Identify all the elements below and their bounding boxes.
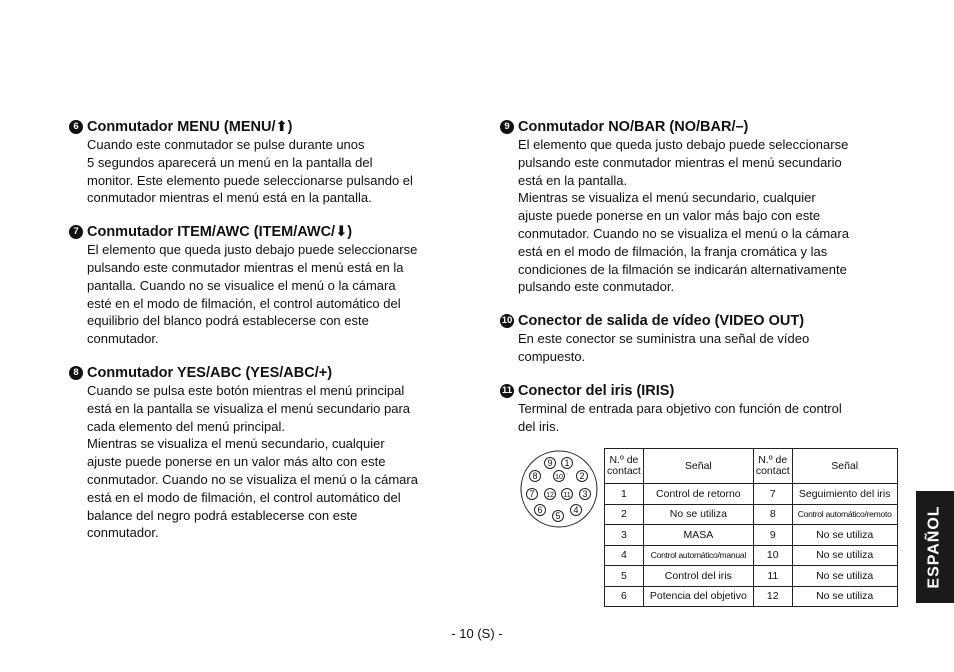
text-line: pulsando este conmutador mientras el menú secundario (518, 154, 842, 170)
svg-text:11: 11 (563, 492, 571, 499)
section-heading (69, 364, 461, 382)
table-cell: No se utiliza (643, 504, 753, 525)
text-line: Mientras se visualiza el menú secundario, cualquier (87, 436, 385, 452)
section-heading (69, 223, 461, 241)
table-cell: Seguimiento del iris (792, 484, 897, 505)
text-line: conmutador. (87, 331, 159, 347)
text-line: 5 segundos aparecerá un menú en la pantalla del (87, 154, 373, 170)
svg-text:7: 7 (529, 489, 535, 500)
section-title: Conector de salida de vídeo (VIDEO OUT) (518, 313, 805, 330)
right-column (500, 118, 892, 451)
text-line: equilibrio del blanco podrá establecerse con este (87, 313, 369, 329)
section-menu-switch (69, 118, 461, 207)
page-number: - 10 (S) - (451, 626, 503, 641)
item-number-badge: 9 (500, 120, 514, 134)
table-cell: Potencia del objetivo (643, 586, 753, 607)
table-cell: 7 (753, 484, 792, 505)
table-cell: 8 (753, 504, 792, 525)
column-header: Señal (792, 449, 897, 484)
svg-text:12: 12 (546, 492, 554, 499)
text-line: Mientras se visualiza el menú secundario, cualquier (518, 190, 816, 206)
table-cell: No se utiliza (792, 525, 897, 546)
item-number-badge: 6 (69, 120, 83, 134)
pin-3 (580, 489, 591, 500)
item-number-badge: 10 (501, 315, 513, 327)
text-line: Cuando se pulsa este botón mientras el menú principal (87, 382, 405, 398)
text-line: pantalla. Cuando no se visualice el menú o la cámara (87, 277, 396, 293)
text-line: condiciones de la filmación se indicarán alternativamente (518, 261, 847, 277)
pin-6 (535, 505, 546, 516)
table-cell: Control automático/remoto (792, 504, 897, 525)
pin-1 (562, 458, 573, 469)
text-line: balance del negro podrá establecerse con este (87, 507, 358, 523)
pin-12 (545, 489, 556, 500)
text-line: Cuando este conmutador se pulse durante unos (87, 137, 365, 152)
table-cell: 4 (605, 545, 644, 566)
text-line: El elemento que queda justo debajo puede seleccionarse (518, 137, 849, 152)
column-header: Señal (643, 449, 753, 484)
section-title: Conmutador MENU (MENU/⬆) (87, 119, 293, 135)
text-line: esté en el modo de filmación, el control automático del (87, 295, 401, 311)
text-line: compuesto. (518, 348, 586, 364)
table-row (605, 484, 898, 505)
svg-text:5: 5 (555, 511, 561, 522)
table-cell: Control de retorno (643, 484, 753, 505)
section-body (87, 382, 461, 542)
section-title: Conmutador NO/BAR (NO/BAR/–) (518, 119, 749, 135)
svg-text:6: 6 (537, 505, 543, 516)
pin-4 (571, 505, 582, 516)
svg-text:1: 1 (564, 458, 570, 469)
pin-9 (545, 458, 556, 469)
section-title: Conmutador YES/ABC (YES/ABC/+) (87, 364, 333, 381)
section-no-bar-switch (500, 118, 892, 296)
section-title: Conmutador ITEM/AWC (ITEM/AWC/⬇) (87, 224, 353, 241)
table-cell: No se utiliza (792, 566, 897, 587)
table-header-row (605, 449, 898, 484)
svg-text:4: 4 (573, 505, 579, 516)
section-body (518, 400, 892, 436)
svg-text:9: 9 (547, 458, 553, 469)
section-video-out-connector (500, 312, 892, 366)
language-tab (916, 491, 954, 603)
text-line: está en el modo de filmación, el control automático del (87, 489, 401, 505)
table-cell: 9 (753, 525, 792, 546)
table-cell: Control del iris (643, 566, 753, 587)
text-line: cada elemento del menú principal. (87, 418, 286, 434)
svg-text:8: 8 (532, 471, 538, 482)
table-cell: 10 (753, 545, 792, 566)
text-line: En este conector se suministra una señal de vídeo (518, 331, 810, 347)
language-tab-label: ESPAÑOL (926, 505, 943, 589)
column-header: N.º de contact (753, 449, 792, 484)
text-line: conmutador. Cuando no se visualiza el menú o la cámara (87, 471, 418, 487)
table-cell: 5 (605, 566, 644, 587)
text-line: pulsando este conmutador. (518, 279, 675, 295)
table-cell: MASA (643, 525, 753, 546)
left-column (69, 118, 461, 558)
section-body (87, 241, 461, 348)
text-line: está en la pantalla. (518, 172, 628, 188)
table-row (605, 586, 898, 607)
section-body (518, 330, 892, 366)
table-row (605, 566, 898, 587)
pin-7 (527, 489, 538, 500)
text-line: monitor. Este elemento puede seleccionarse pulsando el (87, 172, 413, 188)
table-cell: No se utiliza (792, 545, 897, 566)
text-line: ajuste puede ponerse en un valor más alto con este (87, 454, 386, 470)
pin-assignment-table (604, 448, 898, 607)
iris-connector-diagram (519, 449, 599, 529)
section-item-awc-switch (69, 223, 461, 348)
item-number-badge: 11 (501, 384, 513, 396)
table-row (605, 504, 898, 525)
pin-5 (553, 511, 564, 522)
section-body (518, 136, 892, 296)
table-cell: 2 (605, 504, 644, 525)
text-line: está en el modo de filmación, la franja cromática y las (518, 243, 828, 259)
table-row (605, 525, 898, 546)
table-cell: 6 (605, 586, 644, 607)
section-title: Conector del iris (IRIS) (518, 382, 675, 399)
svg-text:10: 10 (555, 474, 563, 481)
table-row (605, 545, 898, 566)
svg-text:2: 2 (579, 471, 585, 482)
text-line: conmutador. Cuando no se visualiza el menú o la cámara (518, 225, 849, 241)
table-cell: 3 (605, 525, 644, 546)
text-line: está en la pantalla se visualiza el menú secundario para (87, 400, 411, 416)
pin-10 (554, 471, 565, 482)
text-line: pulsando este conmutador mientras el menú está en la (87, 259, 404, 275)
section-heading (69, 118, 461, 136)
text-line: conmutador. (87, 525, 159, 541)
pin-11 (562, 489, 573, 500)
section-iris-connector (500, 382, 892, 436)
text-line: El elemento que queda justo debajo puede seleccionarse (87, 242, 418, 258)
table-cell: No se utiliza (792, 586, 897, 607)
table-cell: 1 (605, 484, 644, 505)
text-line: Terminal de entrada para objetivo con función de control (518, 400, 842, 416)
table-cell: 11 (753, 566, 792, 587)
item-number-badge: 8 (69, 366, 83, 380)
table-cell: Control automático/manual (643, 545, 753, 566)
text-line: del iris. (518, 418, 560, 434)
item-number-badge: 7 (69, 225, 83, 239)
table-cell: 12 (753, 586, 792, 607)
svg-text:3: 3 (582, 489, 588, 500)
section-heading (500, 118, 892, 136)
section-body (87, 136, 461, 207)
pin-8 (530, 471, 541, 482)
section-yes-abc-switch (69, 364, 461, 542)
column-header: N.º de contact (605, 449, 644, 484)
section-heading (500, 312, 892, 330)
text-line: ajuste puede ponerse en un valor más bajo con este (518, 208, 821, 224)
section-heading (500, 382, 892, 400)
text-line: conmutador mientras el menú está en la pantalla. (87, 190, 372, 206)
pin-2 (577, 471, 588, 482)
